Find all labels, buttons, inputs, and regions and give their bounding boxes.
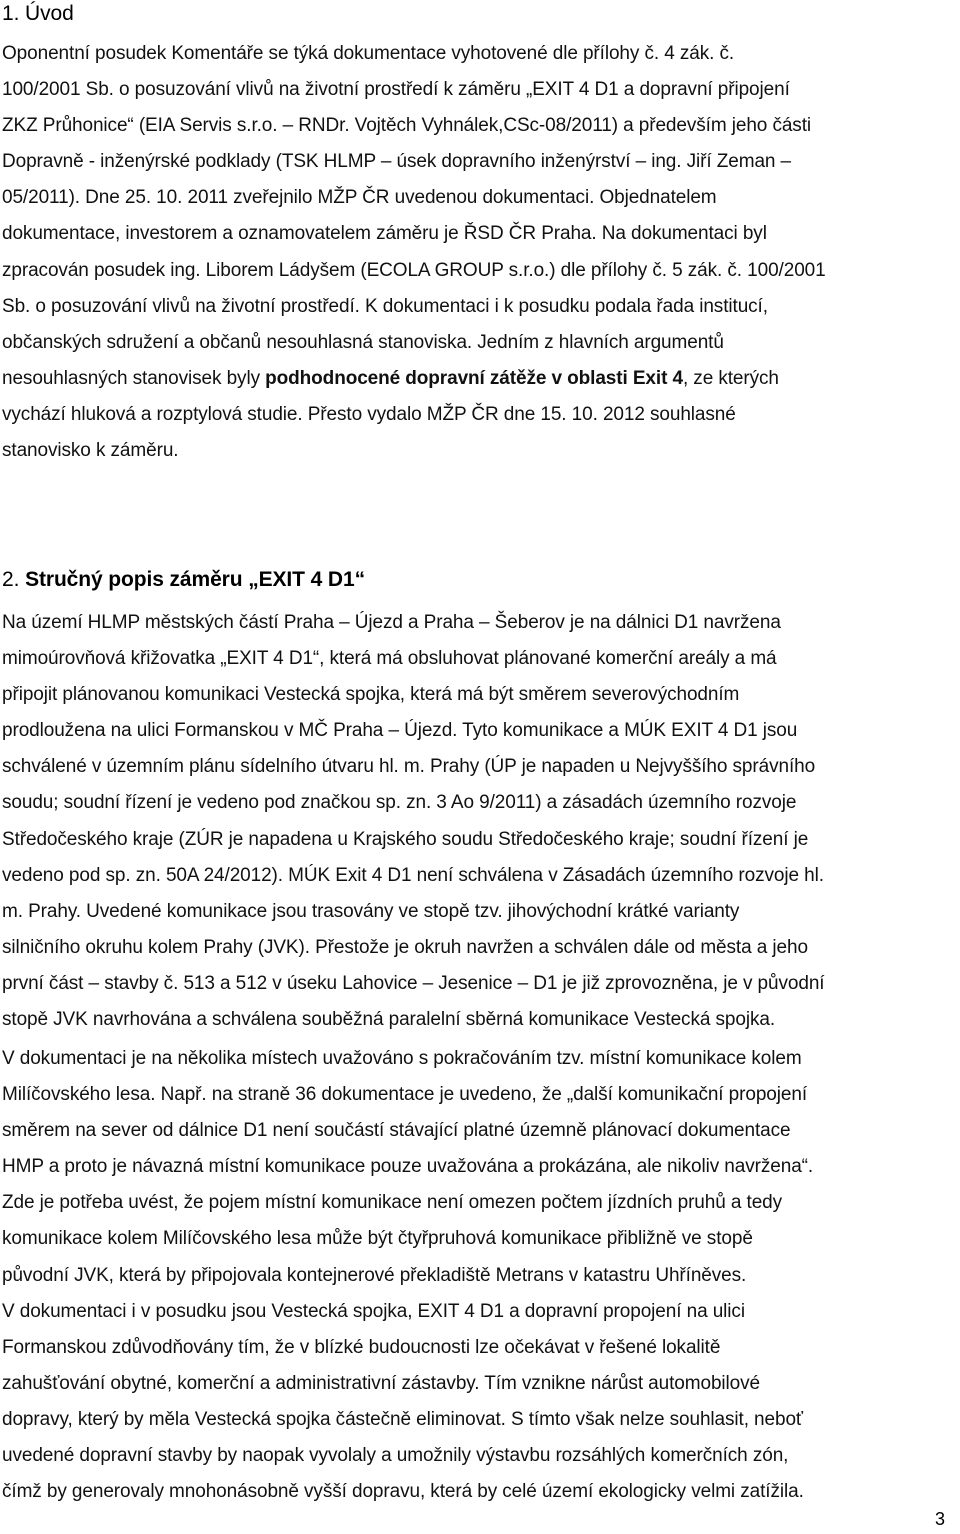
section-1-heading: 1. Úvod xyxy=(2,2,74,25)
text-line: vedeno pod sp. zn. 50A 24/2012). MÚK Exit 4 D1 není schválena v Zásadách územního rozvoje hl. xyxy=(2,864,824,886)
text-line: dopravy, který by měla Vestecká spojka částečně eliminovat. S tímto však nelze souhlasit, neboť xyxy=(2,1408,803,1430)
section-2-paragraph-1 xyxy=(2,605,942,1038)
text-line: Formanskou zdůvodňovány tím, že v blízké budoucnosti lze očekávat v řešené lokalitě xyxy=(2,1336,721,1358)
text-line: vychází hluková a rozptylová studie. Přesto vydalo MŽP ČR dne 15. 10. 2012 souhlasné xyxy=(2,403,736,425)
text-line: Zde je potřeba uvést, že pojem místní komunikace není omezen počtem jízdních pruhů a tedy xyxy=(2,1192,783,1214)
text-line: směrem na sever od dálnice D1 není součástí stávající platné územně plánovací dokumentace xyxy=(2,1120,791,1142)
text-line: Středočeského kraje (ZÚR je napadena u Krajského soudu Středočeského kraje; soudní řízení je xyxy=(2,828,809,850)
text-line: zahušťování obytné, komerční a administrativní zástavby. Tím vznikne nárůst automobilové xyxy=(2,1372,760,1394)
section-1-paragraph xyxy=(2,36,942,469)
text-line: původní JVK, která by připojovala kontejnerové překladiště Metrans v katastru Uhříněves. xyxy=(2,1264,747,1286)
text-line: 100/2001 Sb. o posuzování vlivů na životní prostředí k záměru „EXIT 4 D1 a dopravní připojení xyxy=(2,79,790,101)
text-line: V dokumentaci je na několika místech uvažováno s pokračováním tzv. místní komunikace kolem xyxy=(2,1048,802,1069)
text-line: Milíčovského lesa. Např. na straně 36 dokumentace je uvedeno, že „další komunikační propojení xyxy=(2,1084,807,1106)
text-line: soudu; soudní řízení je vedeno pod značkou sp. zn. 3 Ao 9/2011) a zásadách územního rozvoje xyxy=(2,792,797,814)
text-line-with-emphasis xyxy=(2,361,942,397)
text-line: dokumentace, investorem a oznamovatelem záměru je ŘSD ČR Praha. Na dokumentaci byl xyxy=(2,223,767,245)
section-title: Stručný popis záměru „EXIT 4 D1“ xyxy=(25,568,365,591)
section-number: 2. xyxy=(2,568,20,591)
text-line: prodloužena na ulici Formanskou v MČ Praha – Újezd. Tyto komunikace a MÚK EXIT 4 D1 jsou xyxy=(2,720,798,742)
section-2-paragraph-2 xyxy=(2,1041,942,1510)
text-line: mimoúrovňová křižovatka „EXIT 4 D1“, která má obsluhovat plánované komerční areály a má xyxy=(2,648,777,670)
text-line: Sb. o posuzování vlivů na životní prostředí. K dokumentaci i k posudku podala řada institucí, xyxy=(2,295,768,317)
text-line: zpracován posudek ing. Liborem Ládyšem (ECOLA GROUP s.r.o.) dle přílohy č. 5 zák. č. 100/2001 xyxy=(2,259,826,281)
text-run: nesouhlasných stanovisek byly xyxy=(2,367,266,389)
text-line: komunikace kolem Milíčovského lesa může být čtyřpruhová komunikace přibližně ve stopě xyxy=(2,1228,753,1250)
text-line: Dopravně - inženýrské podklady (TSK HLMP – úsek dopravního inženýrství – ing. Jiří Zeman – xyxy=(2,151,792,173)
text-line: V dokumentaci i v posudku jsou Vestecká spojka, EXIT 4 D1 a dopravní propojení na ulici xyxy=(2,1300,745,1322)
text-line: připojit plánovanou komunikaci Vestecká spojka, která má být směrem severovýchodním xyxy=(2,684,740,706)
section-2-heading xyxy=(2,566,365,594)
text-line: schválené v územním plánu sídelního útvaru hl. m. Prahy (ÚP je napaden u Nejvyššího správního xyxy=(2,756,816,778)
text-line: silničního okruhu kolem Prahy (JVK). Přestože je okruh navržen a schválen dále od města a jeho xyxy=(2,936,808,958)
bold-emphasis: podhodnocené dopravní zátěže v oblasti Exit 4 xyxy=(265,367,683,389)
text-line: Na území HLMP městských částí Praha – Újezd a Praha – Šeberov je na dálnici D1 navržena xyxy=(2,612,781,633)
text-line: 05/2011). Dne 25. 10. 2011 zveřejnilo MŽP ČR uvedenou dokumentaci. Objednatelem xyxy=(2,187,717,209)
text-line: Oponentní posudek Komentáře se týká dokumentace vyhotovené dle přílohy č. 4 zák. č. xyxy=(2,43,735,64)
page-number: 3 xyxy=(935,1509,945,1529)
text-line: čímž by generovaly mnohonásobně vyšší dopravu, která by celé území ekologicky velmi zatížila. xyxy=(2,1481,804,1503)
text-line: HMP a proto je návazná místní komunikace pouze uvažována a prokázána, ale nikoliv navržena“. xyxy=(2,1156,814,1178)
text-line: první část – stavby č. 513 a 512 v úseku Lahovice – Jesenice – D1 je již zprovozněna, je v původní xyxy=(2,972,825,994)
text-line: m. Prahy. Uvedené komunikace jsou trasovány ve stopě tzv. jihovýchodní krátké varianty xyxy=(2,900,740,922)
text-line: ZKZ Průhonice“ (EIA Servis s.r.o. – RNDr. Vojtěch Vyhnálek,CSc-08/2011) a především jeho části xyxy=(2,115,812,137)
text-line: stanovisko k záměru. xyxy=(2,440,179,462)
text-line: občanských sdružení a občanů nesouhlasná stanoviska. Jedním z hlavních argumentů xyxy=(2,331,724,353)
text-line: stopě JVK navrhována a schválena souběžná paralelní sběrná komunikace Vestecká spojka. xyxy=(2,1009,775,1031)
text-run: , ze kterých xyxy=(682,367,779,389)
text-line: uvedené dopravní stavby by naopak vyvolaly a umožnily výstavbu rozsáhlých komerčních zón, xyxy=(2,1445,789,1467)
